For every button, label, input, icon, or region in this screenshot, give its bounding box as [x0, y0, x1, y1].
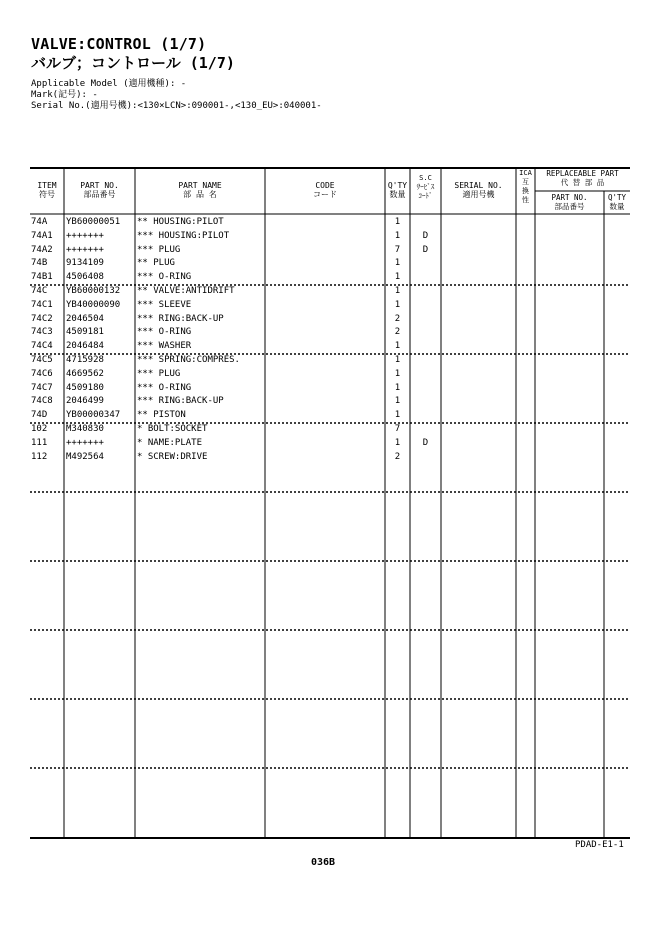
row-part-no: YB00000347: [66, 410, 121, 421]
header-part-no-jp: 部品番号: [83, 190, 116, 199]
row-qty: 2: [394, 327, 401, 338]
row-part-name: ** PLUG: [137, 258, 175, 269]
row-part-no: M492564: [66, 451, 104, 462]
row-item: 74D: [31, 410, 48, 421]
row-qty: 1: [394, 272, 401, 283]
header-qty-jp: 数量: [389, 190, 406, 199]
row-part-name: *** PLUG: [137, 368, 181, 379]
row-item: 74A1: [31, 230, 53, 241]
row-qty: 7: [394, 424, 401, 434]
row-item: 74C3: [31, 327, 53, 338]
row-item: 74B1: [31, 272, 53, 283]
row-part-no: 2046504: [66, 313, 104, 324]
row-qty: 2: [394, 451, 401, 462]
header-item-en: ITEM: [37, 181, 57, 190]
header-replaceable-part: [535, 169, 630, 187]
header-service-code: [410, 174, 441, 201]
row-part-name: * SCREW:DRIVE: [137, 451, 208, 462]
row-part-name: *** HOUSING:PILOT: [137, 230, 230, 241]
row-part-name: *** SLEEVE: [137, 299, 192, 310]
row-item: 74C5: [31, 355, 53, 365]
page-code: 036B: [311, 857, 336, 868]
row-part-no: 4509180: [66, 382, 104, 393]
row-item: 102: [31, 424, 48, 434]
header-rep-qty-jp: 数量: [609, 202, 625, 211]
header-part-name: [135, 181, 265, 199]
row-qty: 2: [394, 313, 401, 324]
row-part-no: 2046484: [66, 341, 104, 352]
header-rep-part-no-en: PART NO.: [551, 193, 588, 202]
header-replaceable-jp: 代 替 部 品: [560, 178, 605, 187]
row-item: 74B: [31, 258, 48, 269]
row-qty: 1: [394, 382, 401, 393]
header-replaceable-en: REPLACEABLE PART: [546, 169, 619, 178]
serial-number-range: Serial No.(適用号機):<130×LCN>:090001-,<130_EU>:040001-: [31, 101, 322, 111]
row-item: 74C8: [31, 396, 53, 407]
header-qty-en: Q'TY: [387, 181, 408, 190]
row-item: 74C7: [31, 382, 53, 393]
row-part-no: 9134109: [66, 258, 104, 269]
row-part-name: ** VALVE:ANTIDRIFT: [137, 286, 235, 296]
row-part-name: *** PLUG: [137, 244, 181, 255]
row-item: 74C1: [31, 299, 53, 310]
header-interchangeability: [516, 169, 535, 205]
row-part-name: * NAME:PLATE: [137, 437, 203, 448]
row-item: 112: [31, 451, 48, 462]
row-part-no: +++++++: [66, 230, 104, 241]
header-ica-jp1: 互: [522, 178, 529, 186]
row-qty: 1: [394, 355, 401, 365]
header-part-no-en: PART NO.: [80, 181, 119, 190]
row-part-no: M340830: [66, 424, 104, 434]
header-service-code-jp1: ｻｰﾋﾞｽ: [416, 183, 435, 191]
applicable-model: Applicable Model (適用機種): -: [31, 79, 187, 89]
row-part-no: 4715928: [66, 355, 104, 365]
header-qty: [385, 181, 410, 199]
header-item: [30, 181, 64, 199]
header-rep-part-no: [535, 193, 604, 211]
row-qty: 1: [394, 299, 401, 310]
header-rep-qty-en: Q'TY: [607, 193, 627, 202]
document-code: PDAD-E1-1: [575, 840, 624, 850]
row-qty: 1: [394, 341, 401, 352]
row-part-no: YB60000132: [66, 286, 121, 296]
header-serial: [441, 181, 516, 199]
row-qty: 1: [394, 217, 401, 227]
row-qty: 1: [394, 396, 401, 407]
row-service-code: D: [422, 437, 429, 448]
row-item: 74C2: [31, 313, 53, 324]
row-qty: 1: [394, 410, 401, 421]
header-rep-part-no-jp: 部品番号: [554, 202, 585, 211]
row-part-no: 2046499: [66, 396, 104, 407]
row-qty: 1: [394, 437, 401, 448]
row-item: 74A: [31, 217, 48, 227]
mark: Mark(記号): -: [31, 90, 98, 100]
header-ica-en: ICA: [519, 169, 532, 177]
row-qty: 1: [394, 230, 401, 241]
header-service-code-en: S.C: [419, 174, 432, 182]
row-part-name: ** PISTON: [137, 410, 186, 421]
row-part-name: * BOLT:SOCKET: [137, 424, 208, 434]
header-part-name-en: PART NAME: [178, 181, 222, 190]
row-qty: 1: [394, 258, 401, 269]
row-service-code: D: [422, 244, 429, 255]
row-part-no: +++++++: [66, 437, 104, 448]
row-part-name: ** HOUSING:PILOT: [137, 217, 224, 227]
row-part-name: *** RING:BACK-UP: [137, 313, 224, 324]
row-qty: 7: [394, 244, 401, 255]
header-ica-jp2: 換: [522, 187, 529, 195]
header-code: [265, 181, 385, 199]
row-part-no: YB60000051: [66, 217, 121, 227]
row-part-no: 4506408: [66, 272, 104, 283]
header-code-en: CODE: [315, 181, 335, 190]
header-item-jp: 符号: [39, 190, 55, 199]
header-part-no: [64, 181, 135, 199]
row-item: 74A2: [31, 244, 53, 255]
row-service-code: D: [422, 230, 429, 241]
row-part-name: *** O-RING: [137, 382, 192, 393]
header-service-code-jp2: ｺｰﾄﾞ: [418, 192, 433, 200]
row-item: 74C6: [31, 368, 53, 379]
row-qty: 1: [394, 286, 401, 296]
header-serial-en: SERIAL NO.: [454, 181, 503, 190]
row-part-no: YB40000090: [66, 299, 121, 310]
header-ica-jp3: 性: [522, 196, 529, 204]
row-item: 74C: [31, 286, 48, 296]
row-part-no: 4669562: [66, 368, 104, 379]
header-rep-qty: [604, 193, 630, 211]
row-part-name: *** WASHER: [137, 341, 192, 352]
page-title: VALVE:CONTROL (1/7): [31, 35, 207, 53]
row-part-no: 4509181: [66, 327, 104, 338]
row-qty: 1: [394, 368, 401, 379]
row-part-no: +++++++: [66, 244, 104, 255]
header-part-name-jp: 部 品 名: [183, 190, 217, 199]
page-title-japanese: バルブ；コントロール (1/7): [31, 54, 235, 72]
row-part-name: *** O-RING: [137, 327, 192, 338]
row-part-name: *** SPRING:COMPRES.: [137, 355, 240, 365]
header-serial-jp: 適用号機: [462, 190, 495, 199]
row-item: 111: [31, 437, 48, 448]
row-part-name: *** RING:BACK-UP: [137, 396, 224, 407]
row-part-name: *** O-RING: [137, 272, 192, 283]
header-code-jp: コード: [313, 190, 337, 199]
row-item: 74C4: [31, 341, 53, 352]
